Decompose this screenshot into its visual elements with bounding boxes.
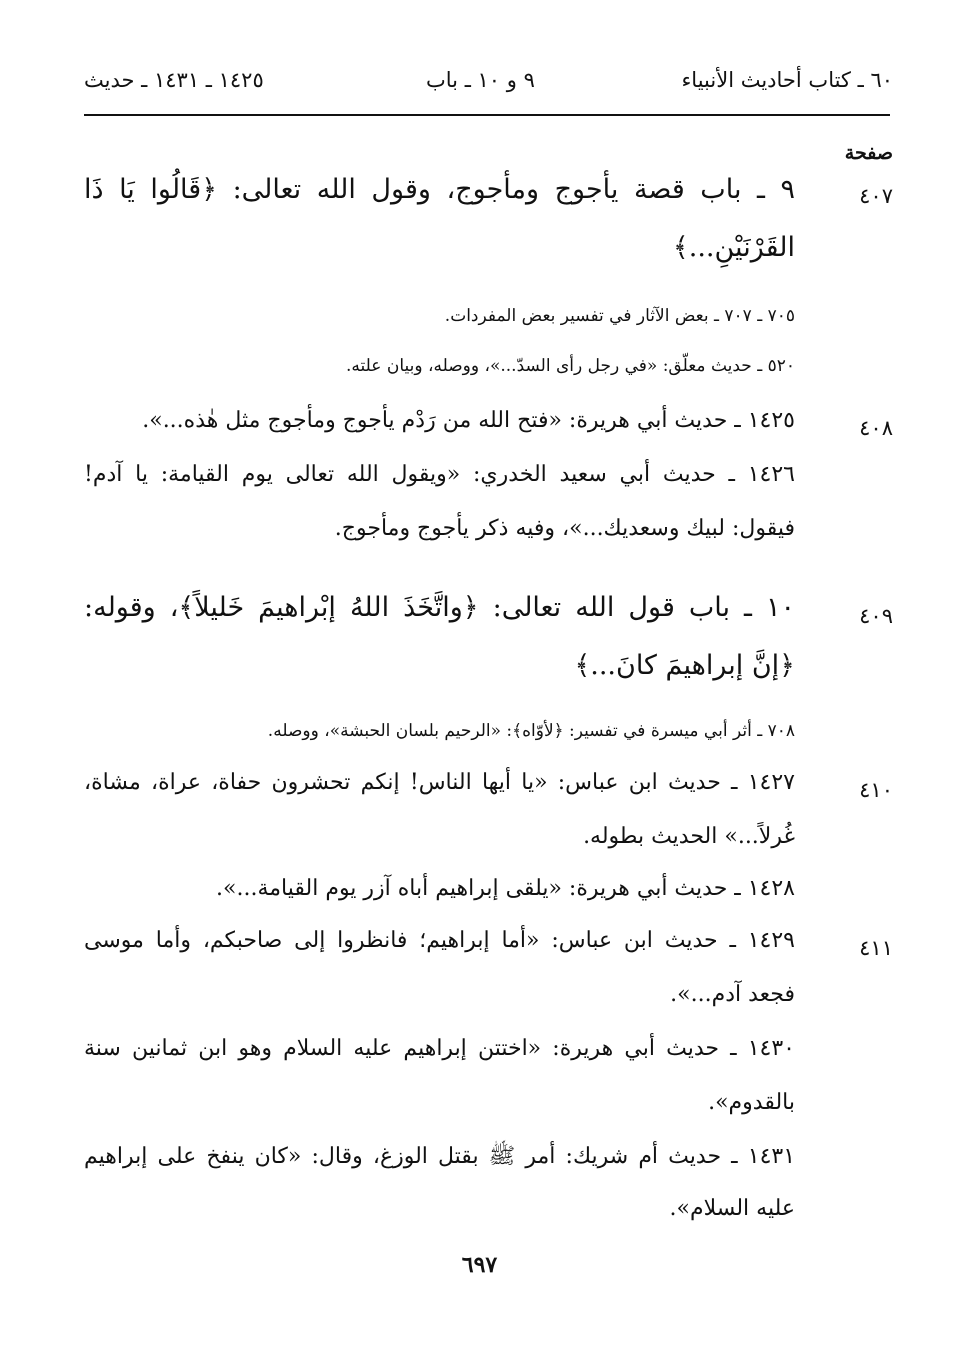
- entry-page-number: ٤٠٨: [859, 416, 893, 440]
- page-column-heading: صفحة: [844, 142, 893, 164]
- entry-line: فيقول: لبيك وسعديك...»، وفيه ذكر يأجوج ومأجوج.: [334, 516, 795, 541]
- entry-line: ٧٠٨ ـ أثر أبي ميسرة في تفسير: ﴿لأوّاه﴾: «الرحيم بلسان الحبشة»، ووصله.: [267, 721, 795, 741]
- entry-line: ٧٠٥ ـ ٧٠٧ ـ بعض الآثار في تفسير بعض المفردات.: [444, 306, 795, 326]
- entry-line: بالقدوم».: [708, 1090, 795, 1115]
- entry-page-number: ٤١١: [859, 936, 893, 960]
- header-book-title: ٦٠ ـ كتاب أحاديث الأنبياء: [681, 68, 893, 92]
- page-number: ٦٩٧: [461, 1252, 498, 1278]
- entry-page-number: ٤٠٩: [859, 604, 893, 628]
- running-header: [0, 68, 959, 108]
- header-hadith-range: ١٤٢٥ ـ ١٤٣١ ـ حديث: [84, 68, 264, 92]
- entry-line: ١٤٢٩ ـ حديث ابن عباس: «أما إبراهيم؛ فانظروا إلى صاحبكم، وأما موسى: [84, 928, 795, 953]
- entry-line: ١٤٢٦ ـ حديث أبي سعيد الخدري: «ويقول الله تعالى يوم القيامة: يا آدم!: [84, 462, 795, 487]
- entry-line: ١٤٢٥ ـ حديث أبي هريرة: «فتح الله من رَدْم يأجوج ومأجوج مثل هٰذه...».: [142, 408, 795, 433]
- entry-line: ٥٢٠ ـ حديث معلّق: «في رجل رأى السدّ...»، ووصله، وبيان علته.: [346, 356, 795, 376]
- chapter-heading-line: ١٠ ـ باب قول الله تعالى: ﴿واتَّخَذَ اللهُ إبْراهيمَ خَليلاً﴾، وقوله:: [84, 592, 795, 623]
- chapter-heading-line: ٩ ـ باب قصة يأجوج ومأجوج، وقول الله تعالى: ﴿قَالُوا يَا ذَا: [84, 174, 796, 205]
- chapter-heading-line: القَرْنَيْنِ...﴾: [672, 232, 795, 263]
- entry-line: ١٤٢٨ ـ حديث أبي هريرة: «يلقى إبراهيم أباه آزر يوم القيامة...».: [216, 876, 795, 901]
- header-rule: [84, 114, 890, 116]
- entry-line: ١٤٣٠ ـ حديث أبي هريرة: «اختتن إبراهيم عليه السلام وهو ابن ثمانين سنة: [84, 1036, 795, 1061]
- header-chapter-range: ٩ و ١٠ ـ باب: [426, 68, 535, 92]
- entry-line: فجعد آدم...».: [670, 982, 795, 1007]
- entry-page-number: ٤٠٧: [859, 184, 893, 208]
- entry-page-number: ٤١٠: [859, 778, 893, 802]
- entry-line: عليه السلام».: [669, 1196, 795, 1221]
- entry-line: غُرلاً...» الحديث بطوله.: [583, 824, 795, 849]
- chapter-heading-line: ﴿إنَّ إبراهيمَ كانَ...﴾: [574, 650, 795, 681]
- entry-line: ١٤٢٧ ـ حديث ابن عباس: «يا أيها الناس! إنكم تحشرون حفاة، عراة، مشاة،: [84, 770, 795, 795]
- entry-line: ١٤٣١ ـ حديث أم شريك: أمر ﷺ بقتل الوزغ، وقال: «كان ينفخ على إبراهيم: [84, 1144, 796, 1169]
